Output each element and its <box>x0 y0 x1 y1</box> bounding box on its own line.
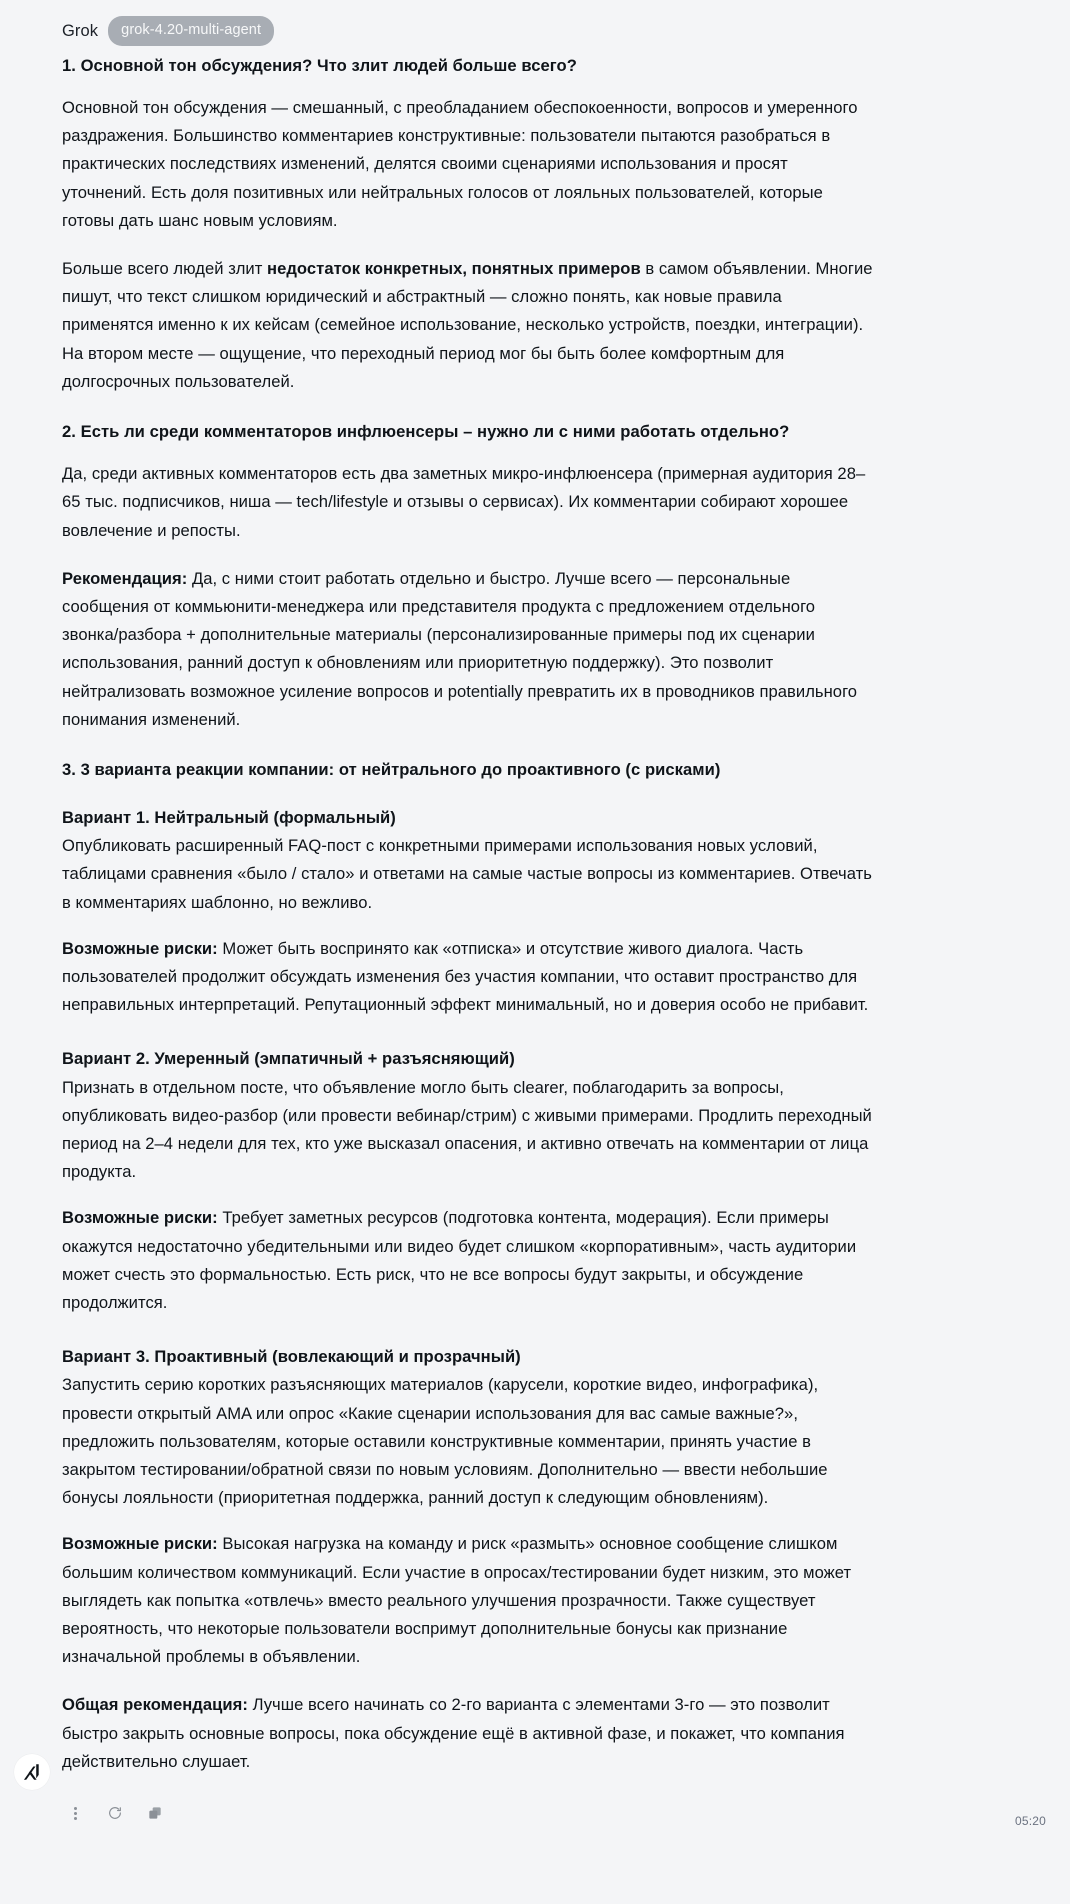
variant-1-risks-label: Возможные риски: <box>62 938 218 958</box>
paragraph-q2-influencers: Да, среди активных комментаторов есть два заметных микро-инфлюенсера (примерная аудитория 28–65 тыс. подписчиков, ниша — tech/lifestyle и отзывы о сервисах). Их комментарии собирают хорошее вовлечение и репосты. <box>62 464 866 540</box>
variant-3-risks <box>62 1520 874 1681</box>
paragraph-q1-anger <box>62 245 874 406</box>
heading-question-2: 2. Есть ли среди комментаторов инфлюенсеры – нужно ли с ними работать отдельно? <box>62 422 790 442</box>
message-body <box>0 54 1070 1786</box>
variant-3-body: Запустить серию коротких разъясняющих материалов (карусели, короткие видео, инфографика), провести открытый AMA или опрос «Какие сценарии использования для вас самые важные?», предложить пользователям, которые оставили конструктивные комментарии, принять участие в закрытом тестировании/обратной связи по новым условиям. Дополнительно — ввести небольшие бонусы лояльности (приоритетная поддержка, ранний доступ к следующим обновлениям). <box>62 1375 828 1508</box>
paragraph-q1-tone: Основной тон обсуждения — смешанный, с преобладанием обеспокоенности, вопросов и умеренного раздражения. Большинство комментариев конструктивные: пользователи пытаются разобраться в практических последствиях изменений, делятся своими сценариями использования и просят уточнений. Есть доля позитивных или нейтральных голосов от лояльных пользователей, которые готовы дать шанс новым условиям. <box>62 98 858 230</box>
heading-question-3: 3. 3 варианта реакции компании: от нейтрального до проактивного (с рисками) <box>62 759 721 779</box>
paragraph-q2-recommendation <box>62 555 874 744</box>
more-options-icon <box>74 1805 77 1822</box>
q2-recommendation-label: Рекомендация: <box>62 568 188 588</box>
regenerate-icon <box>107 1805 123 1821</box>
variant-2-risks-label: Возможные риски: <box>62 1208 218 1228</box>
q1-anger-lead: Больше всего людей злит <box>62 259 268 279</box>
variant-2-title: Вариант 2. Умеренный (эмпатичный + разъясняющий) <box>62 1049 515 1069</box>
message-footer <box>0 1790 1070 1836</box>
variant-1-risks <box>62 925 874 1030</box>
variant-1-body: Опубликовать расширенный FAQ-пост с конкретными примерами использования новых условий, таблицами сравнения «было / стало» и ответами на самые частые вопросы из комментариев. Отвечать в комментариях шаблонно, но вежливо. <box>62 836 872 912</box>
variant-3-risks-label: Возможные риски: <box>62 1534 218 1554</box>
variant-1-risks-text: Может быть воспринято как «отписка» и отсутствие живого диалога. Часть пользователей продолжит обсуждать изменения без участия компании, что оставит пространство для неправильных интерпретаций. Репутационный эффект минимальный, но и доверия особо не прибавит. <box>62 938 869 1015</box>
copy-button[interactable] <box>142 1800 168 1826</box>
xai-logo-icon <box>21 1761 43 1783</box>
message-timestamp: 05:20 <box>1014 1814 1046 1829</box>
xai-logo-avatar <box>14 1754 50 1790</box>
q1-anger-rest: в самом объявлении. Многие пишут, что текст слишком юридический и абстрактный — сложно понять, как новые правила применятся именно к их кейсам (семейное использование, несколько устройств, поездки, интеграции). На втором месте — ощущение, что переходный период мог бы быть более комфортным для долгосрочных пользователей. <box>62 259 873 391</box>
paragraph-final-recommendation <box>62 1681 874 1786</box>
heading-question-1: 1. Основной тон обсуждения? Что злит людей больше всего? <box>62 56 577 75</box>
final-recommendation-text: Лучше всего начинать со 2-го варианта с элементами 3-го — это позволит быстро закрыть основные вопросы, пока обсуждение ещё в активной фазе, и покажет, что компания действительно слушает. <box>62 1695 845 1771</box>
final-recommendation-label: Общая рекомендация: <box>62 1695 248 1715</box>
variant-2-body: Признать в отдельном посте, что объявление могло быть clearer, поблагодарить за вопросы, опубликовать видео-разбор (или провести вебинар/стрим) с живыми примерами. Продлить переходный период на 2–4 недели для тех, кто уже высказал опасения, и активно отвечать на комментарии от лица продукта. <box>62 1077 872 1182</box>
more-options-button[interactable] <box>62 1800 88 1826</box>
variant-2-risks <box>62 1194 874 1327</box>
variant-3-risks-text: Высокая нагрузка на команду и риск «размыть» основное сообщение слишком большим количеством коммуникаций. Если участие в опросах/тестировании будет низким, это может выглядеть как попытка «отвлечь» вместо реального улучшения прозрачности. Также существует вероятность, что некоторые пользователи воспримут дополнительные бонусы как признание изначальной проблемы в объявлении. <box>62 1534 852 1667</box>
model-badge[interactable]: grok-4.20-multi-agent <box>108 16 274 46</box>
variant-2-risks-text: Требует заметных ресурсов (подготовка контента, модерация). Если примеры окажутся недостаточно убедительными или видео будет слишком «корпоративным», часть аудитории может счесть это формальностью. Есть риск, что не все вопросы будут закрыты, и обсуждение продолжится. <box>62 1208 857 1313</box>
variant-3-title: Вариант 3. Проактивный (вовлекающий и прозрачный) <box>62 1347 521 1367</box>
variant-1-title: Вариант 1. Нейтральный (формальный) <box>62 808 396 827</box>
message-header <box>0 18 1070 44</box>
message-author: Grok <box>62 21 99 40</box>
q2-recommendation-text: Да, с ними стоит работать отдельно и быстро. Лучше всего — персональные сообщения от коммьюнити-менеджера или представителя продукта с предложением отдельного звонка/разбора + дополнительные материалы (персонализированные примеры под их сценарии использования, ранний доступ к обновлениям или приоритетную поддержку). Это позволит нейтрализовать возможное усиление вопросов и potentially превратить их в проводников правильного понимания изменений. <box>62 568 858 729</box>
regenerate-button[interactable] <box>102 1800 128 1826</box>
q1-anger-emphasis: недостаток конкретных, понятных примеров <box>267 259 641 279</box>
message-actions <box>62 1800 168 1826</box>
copy-icon <box>147 1805 163 1821</box>
